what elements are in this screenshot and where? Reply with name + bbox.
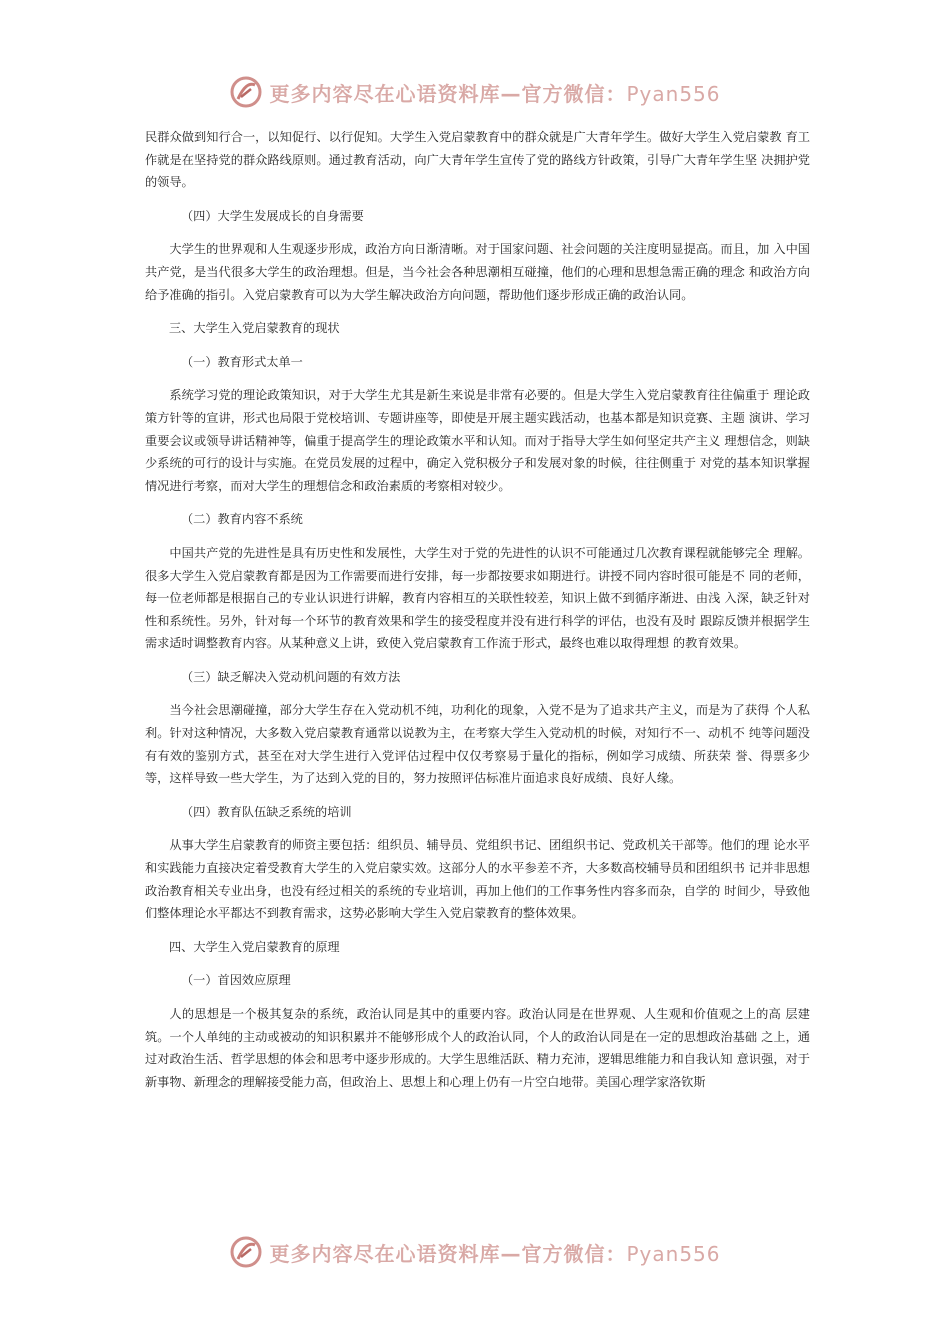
subsection-heading: （一）教育形式太单一 xyxy=(181,354,303,369)
document-body xyxy=(145,126,810,1104)
banner-slogan: 更多内容尽在心语资料库—官方微信： xyxy=(269,1241,627,1266)
paragraph: 大学生的世界观和人生观逐步形成，政治方向日渐清晰。对于国家问题、社会问题的关注度明显提高。而且，加 入中国共产党，是当代很多大学生的政治理想。但是，当今社会各种思潮相互碰撞，他们的心理和思想急需正确的理念 和政治方向给予准确的指引。入党启蒙教育可以为大学生解决政治方向问题，帮助他们逐步形成正确的政治认同。 xyxy=(145,242,810,302)
banner-text xyxy=(269,1238,720,1267)
brand-logo-icon xyxy=(229,75,263,109)
header-banner xyxy=(0,72,950,112)
footer-banner xyxy=(0,1232,950,1272)
banner-slogan: 更多内容尽在心语资料库—官方微信： xyxy=(269,81,627,106)
section-heading: 三、大学生入党启蒙教育的现状 xyxy=(169,321,340,336)
subsection-heading: （二）教育内容不系统 xyxy=(181,512,303,527)
paragraph: 当今社会思潮碰撞，部分大学生存在入党动机不纯，功利化的现象，入党不是为了追求共产主义，而是为了获得 个人私利。针对这种情况，大多数入党启蒙教育通常以说教为主，在考察大学生入党动机的时候，对知行不一、动机不 纯等问题没有有效的鉴别方式，甚至在对大学生进行入党评估过程中仅仅考察易于量化的指标，例如学习成绩、所获荣 誉、得票多少等，这样导致一些大学生，为了达到入党的目的，努力按照评估标准片面追求良好成绩、良好人缘。 xyxy=(145,703,810,786)
banner-text xyxy=(269,78,720,107)
paragraph: 民群众做到知行合一，以知促行、以行促知。大学生入党启蒙教育中的群众就是广大青年学生。做好大学生入党启蒙教 育工作就是在坚持党的群众路线原则。通过教育活动，向广大青年学生宣传了党的路线方针政策，引导广大青年学生坚 决拥护党的领导。 xyxy=(145,130,810,190)
banner-handle: Pyan556 xyxy=(626,81,721,106)
brand-logo-icon xyxy=(229,1235,263,1269)
paragraph: 从事大学生启蒙教育的师资主要包括：组织员、辅导员、党组织书记、团组织书记、党政机关干部等。他们的理 论水平和实践能力直接决定着受教育大学生的入党启蒙实效。这部分人的水平参差不齐，大多数高校辅导员和团组织书 记并非思想政治教育相关专业出身，也没有经过相关的系统的专业培训，再加上他们的工作事务性内容多而杂，自学的 时间少，导致他们整体理论水平都达不到教育需求，这势必影响大学生入党启蒙教育的整体效果。 xyxy=(145,838,810,921)
paragraph: 中国共产党的先进性是具有历史性和发展性，大学生对于党的先进性的认识不可能通过几次教育课程就能够完全 理解。很多大学生入党启蒙教育都是因为工作需要而进行安排，每一步都按要求如期进行。讲授不同内容时很可能是不 同的老师，每一位老师都是根据自己的专业认识进行讲解，教育内容相互的关联性较差，知识上做不到循序渐进、由浅 入深，缺乏针对性和系统性。另外，针对每一个环节的教育效果和学生的接受程度并没有进行科学的评估，也没有及时 跟踪反馈并根据学生需求适时调整教育内容。从某种意义上讲，致使入党启蒙教育工作流于形式，最终也难以取得理想 的教育效果。 xyxy=(145,545,810,651)
paragraph: 系统学习党的理论政策知识，对于大学生尤其是新生来说是非常有必要的。但是大学生入党启蒙教育往往偏重于 理论政策方针等的宣讲，形式也局限于党校培训、专题讲座等，即使是开展主题实践活动，也基本都是知识竞赛、主题 演讲、学习重要会议或领导讲话精神等，偏重于提高学生的理论政策水平和认知。而对于指导大学生如何坚定共产主义 理想信念，则缺少系统的可行的设计与实施。在党员发展的过程中，确定入党积极分子和发展对象的时候，往往侧重于 对党的基本知识掌握情况进行考察，而对大学生的理想信念和政治素质的考察相对较少。 xyxy=(145,388,810,493)
paragraph: 人的思想是一个极其复杂的系统，政治认同是其中的重要内容。政治认同是在世界观、人生观和价值观之上的高 层建筑。一个人单纯的主动或被动的知识积累并不能够形成个人的政治认同，个人的政治认同是在一定的思想政治基础 之上，通过对政治生活、哲学思想的体会和思考中逐步形成的。大学生思维活跃、精力充沛，逻辑思维能力和自我认知 意识强，对于新事物、新理念的理解接受能力高，但政治上、思想上和心理上仍有一片空白地带。美国心理学家洛钦斯 xyxy=(145,1007,810,1089)
subsection-heading: （四）大学生发展成长的自身需要 xyxy=(181,208,364,223)
subsection-heading: （三）缺乏解决入党动机问题的有效方法 xyxy=(181,669,401,684)
banner-handle: Pyan556 xyxy=(626,1241,721,1266)
subsection-heading: （四）教育队伍缺乏系统的培训 xyxy=(181,804,352,819)
section-heading: 四、大学生入党启蒙教育的原理 xyxy=(169,939,340,954)
subsection-heading: （一）首因效应原理 xyxy=(181,973,291,988)
